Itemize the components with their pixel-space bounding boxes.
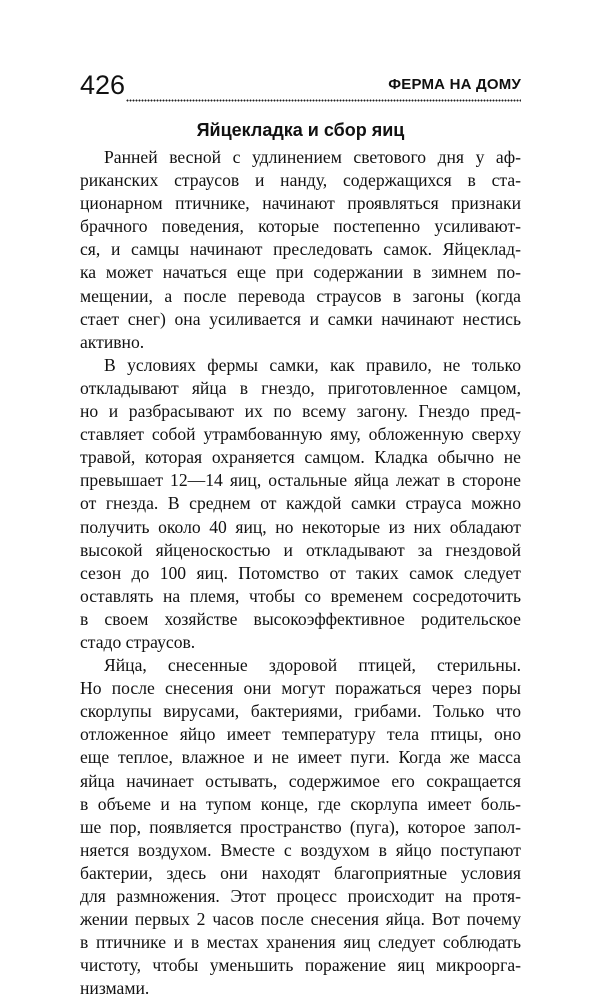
text-line: откладывают яйца в гнездо, приготовленное самцом, (80, 377, 521, 398)
text-line: травой, которая охраняется самцом. Кладка обычно не (80, 447, 521, 468)
text-line: ся, и самцы начинают преследовать самок. Яйцеклад- (80, 239, 521, 260)
text-line: превышает 12—14 яиц, остальные яйца лежат в стороне (80, 470, 521, 491)
text-line: еще теплое, влажное и не имеет пуги. Когда же масса (80, 747, 521, 768)
text-line: от гнезда. В среднем от каждой самки страуса можно (80, 493, 521, 514)
page-header (80, 70, 521, 104)
text-line: чистоту, чтобы уменьшить поражение яиц микроорга- (80, 955, 521, 976)
text-line: Яйца, снесенные здоровой птицей, стерильны. (104, 655, 521, 676)
header-dotted-rule (126, 99, 521, 102)
text-line: ставляет собой утрамбованную яму, обложенную сверху (80, 424, 521, 445)
text-line: получить около 40 яиц, но некоторые из них обладают (80, 516, 521, 537)
page-number: 426 (80, 70, 126, 100)
text-line: сезон до 100 яиц. Потомство от таких самок следует (80, 562, 521, 583)
text-line: стает снег) она усиливается и самки начинают нестись (80, 308, 521, 329)
text-line: активно. (80, 331, 145, 352)
text-line: В условиях фермы самки, как правило, не только (104, 354, 521, 375)
text-line: мещении, а после перевода страусов в загоны (когда (80, 285, 521, 306)
text-line: Но после снесения они могут поражаться через поры (80, 678, 521, 699)
text-line: для размножения. Этот процесс происходит на протя- (80, 886, 521, 906)
text-line: в объеме и на тупом конце, где скорлупа имеет боль- (80, 793, 521, 814)
text-line: стадо страусов. (80, 631, 196, 652)
text-line: жении первых 2 часов после снесения яйца. Вот почему (80, 909, 521, 930)
section-title: Яйцекладка и сбор яиц (196, 120, 405, 140)
text-line: ка может начаться еще при содержании в зимнем по- (80, 262, 521, 283)
text-line: низмами. (80, 978, 150, 999)
text-line: оставлять на племя, чтобы со временем сосредоточить (80, 585, 521, 606)
paragraph (80, 654, 521, 1000)
text-line: бактерии, здесь они находят благоприятные условия (80, 862, 521, 883)
text-line: яйца начинает остывать, содержимое его сокращается (80, 770, 521, 791)
text-line: ше пор, появляется пространство (пуга), которое запол- (80, 816, 521, 837)
text-line: но и разбрасывают их по всему загону. Гнездо пред- (80, 401, 521, 422)
text-line: брачного поведения, которые постепенно усиливают- (80, 216, 521, 237)
paragraph (80, 146, 521, 354)
text-line: высокой яйценоскостью и откладывают за гнездовой (80, 539, 521, 560)
text-line: ционарном птичнике, начинают проявляться признаки (80, 193, 521, 214)
text-line: в птичнике и в местах хранения яиц следует соблюдать (80, 932, 521, 953)
paragraph (80, 354, 521, 654)
text-line: скорлупы вирусами, бактериями, грибами. Только что (80, 701, 521, 722)
body-text (80, 146, 521, 1000)
text-line: Ранней весной с удлинением светового дня у аф- (104, 147, 521, 167)
text-line: отложенное яйцо имеет температуру тела птицы, оно (80, 724, 521, 745)
page-content (80, 118, 521, 1000)
text-line: няется воздухом. Вместе с воздухом в яйцо поступают (80, 839, 521, 860)
running-head: ФЕРМА НА ДОМУ (388, 76, 521, 93)
text-line: риканских страусов и нанду, содержащихся в ста- (80, 170, 521, 191)
text-line: в своем хозяйстве высокоэффективное родительское (80, 608, 521, 629)
